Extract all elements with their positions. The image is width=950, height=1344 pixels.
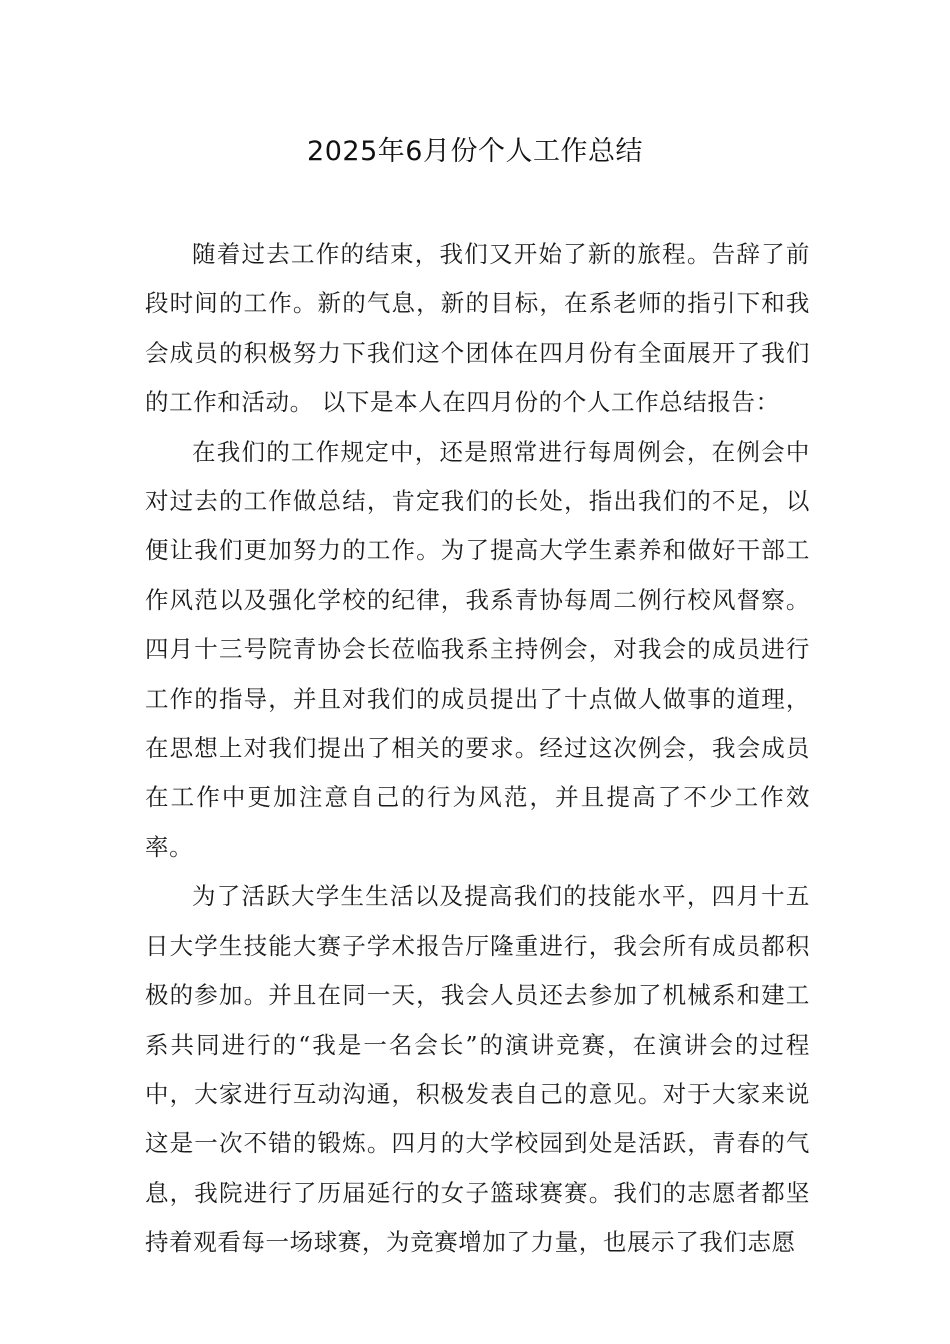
paragraph-1: 随着过去工作的结束，我们又开始了新的旅程。告辞了前段时间的工作。新的气息，新的目标，在系老师的指引下和我会成员的积极努力下我们这个团体在四月份有全面展开了我们的工作和活动。 以下是本人在四月份的个人工作总结报告： bbox=[145, 240, 810, 417]
paragraph-2: 在我们的工作规定中，还是照常进行每周例会，在例会中对过去的工作做总结，肯定我们的长处，指出我们的不足，以便让我们更加努力的工作。为了提高大学生素养和做好干部工作风范以及强化学校的纪律，我系青协每周二例行校风督察。四月十三号院青协会长莅临我系主持例会，对我会的成员进行工作的指导，并且对我们的成员提出了十点做人做事的道理，在思想上对我们提出了相关的要求。经过这次例会，我会成员在工作中更加注意自己的行为风范，并且提高了不少工作效率。 bbox=[145, 437, 810, 861]
paragraph-3: 为了活跃大学生生活以及提高我们的技能水平，四月十五日大学生技能大赛子学术报告厅隆重进行，我会所有成员都积极的参加。并且在同一天，我会人员还去参加了机械系和建工系共同进行的“我是一名会长”的演讲竞赛，在演讲会的过程中，大家进行互动沟通，积极发表自己的意见。对于大家来说这是一次不错的锻炼。四月的大学校园到处是活跃，青春的气息，我院进行了历届延行的女子篮球赛赛。我们的志愿者都坚持着观看每一场球赛，为竞赛增加了力量，也展示了我们志愿 bbox=[145, 882, 810, 1257]
document-body bbox=[145, 230, 810, 1268]
document-title: 2025年6月份个人工作总结 bbox=[307, 136, 643, 167]
